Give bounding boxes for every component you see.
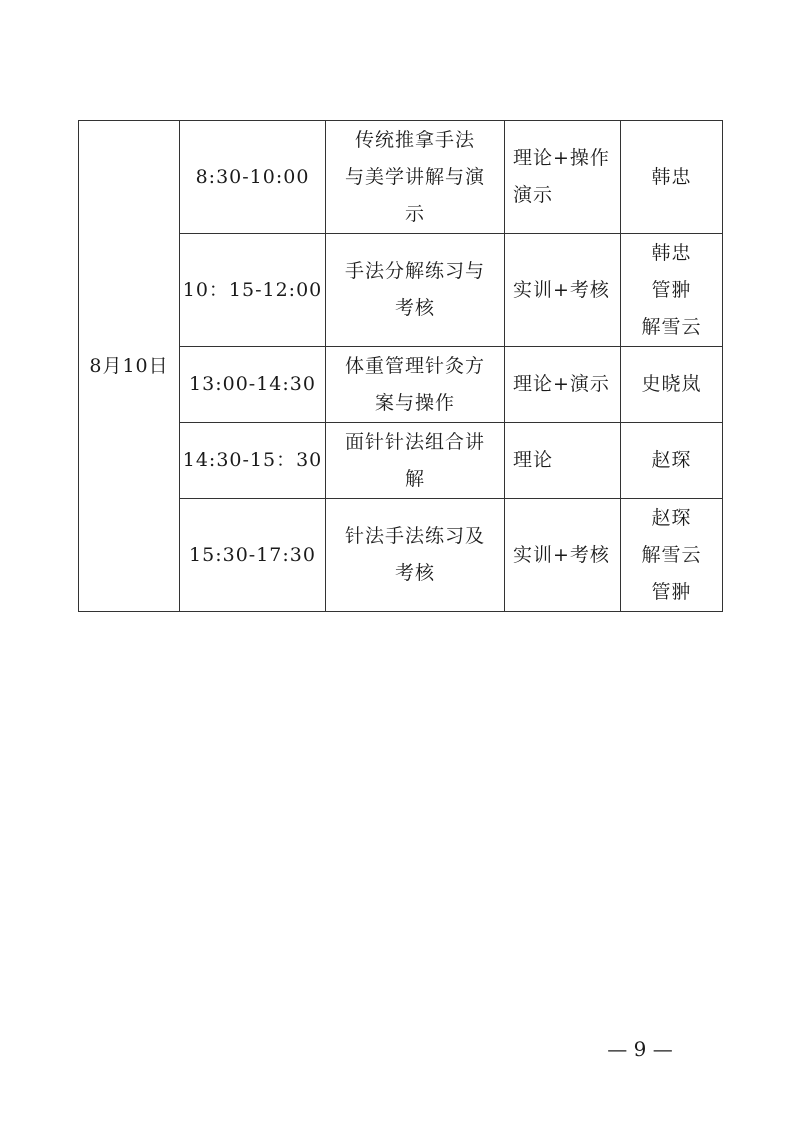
type-cell xyxy=(505,121,621,234)
date-cell: 8月10日 xyxy=(79,121,180,612)
teacher-name: 韩忠 xyxy=(651,241,692,264)
type-line: 理论+操作 xyxy=(513,147,610,169)
teacher-name: 管翀 xyxy=(651,278,692,301)
time-cell: 14:30-15：30 xyxy=(180,423,326,499)
teacher-name: 管翀 xyxy=(651,580,692,603)
teacher-name: 史晓岚 xyxy=(641,373,702,395)
time-cell: 15:30-17:30 xyxy=(180,499,326,612)
topic-line: 针法手法练习及 xyxy=(344,525,485,547)
teacher-name: 韩忠 xyxy=(651,165,692,188)
topic-line: 示 xyxy=(404,202,425,225)
type-cell xyxy=(505,423,621,499)
page-number: — 9 — xyxy=(607,1037,673,1061)
type-cell xyxy=(505,347,621,423)
type-cell xyxy=(505,234,621,347)
type-line: 理论+演示 xyxy=(513,373,610,395)
type-line: 实训+考核 xyxy=(513,278,610,301)
type-line: 理论 xyxy=(513,449,554,471)
teacher-cell xyxy=(621,499,723,612)
type-line: 实训+考核 xyxy=(513,543,610,566)
topic-line: 体重管理针灸方 xyxy=(344,354,485,377)
topic-line: 考核 xyxy=(394,562,435,584)
topic-line: 考核 xyxy=(394,297,435,319)
topic-line: 解 xyxy=(404,467,425,490)
topic-line: 案与操作 xyxy=(374,391,455,414)
topic-cell xyxy=(326,121,505,234)
type-cell xyxy=(505,499,621,612)
topic-line: 面针针法组合讲 xyxy=(344,430,485,453)
teacher-cell xyxy=(621,347,723,423)
teacher-name: 赵琛 xyxy=(651,506,692,529)
type-line: 演示 xyxy=(513,184,554,206)
topic-cell xyxy=(326,423,505,499)
topic-line: 与美学讲解与演 xyxy=(344,165,485,188)
teacher-cell xyxy=(621,423,723,499)
time-cell: 10：15-12:00 xyxy=(180,234,326,347)
time-cell: 8:30-10:00 xyxy=(180,121,326,234)
teacher-cell xyxy=(621,234,723,347)
topic-cell xyxy=(326,234,505,347)
teacher-name: 赵琛 xyxy=(651,449,692,471)
topic-line: 传统推拿手法 xyxy=(354,128,475,151)
topic-cell xyxy=(326,347,505,423)
teacher-name: 解雪云 xyxy=(641,543,702,566)
schedule-table xyxy=(78,120,723,612)
teacher-name: 解雪云 xyxy=(641,315,702,338)
time-cell: 13:00-14:30 xyxy=(180,347,326,423)
topic-cell xyxy=(326,499,505,612)
table-row xyxy=(79,121,723,234)
topic-line: 手法分解练习与 xyxy=(344,260,485,282)
teacher-cell xyxy=(621,121,723,234)
